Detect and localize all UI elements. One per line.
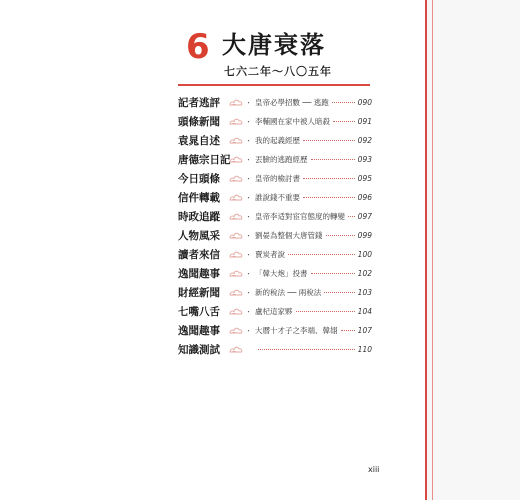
toc-page-number: 095 — [357, 174, 372, 183]
dot-leader — [324, 292, 354, 293]
dot-leader — [258, 349, 355, 350]
toc-title: 李輔國在家中被人暗殺 — [255, 117, 330, 126]
dot-leader — [333, 121, 355, 122]
toc-page-number: 102 — [357, 269, 372, 278]
toc-entry[interactable] — [178, 283, 372, 302]
chapter-subtitle: 七六二年～八〇五年 — [224, 65, 332, 78]
toc-category: 讀者來信 — [178, 249, 220, 261]
toc-entry[interactable] — [178, 264, 372, 283]
toc-title: 大曆十才子之李端、韓翃 — [255, 326, 338, 335]
cloud-scroll-icon — [229, 155, 243, 164]
toc-entry[interactable] — [178, 207, 372, 226]
toc-category: 唐德宗日記 — [178, 154, 231, 166]
dot-leader — [303, 197, 355, 198]
toc-category: 逸聞趣事 — [178, 268, 220, 280]
toc-title: 「韓大炮」投書 — [255, 269, 308, 278]
toc-entry[interactable] — [178, 93, 372, 112]
toc-page-number: 107 — [357, 326, 372, 335]
toc-title: 誰說錢不重要 — [255, 193, 300, 202]
chapter-title: 大唐衰落 — [222, 31, 326, 59]
cloud-scroll-icon — [229, 98, 243, 107]
toc-title: 劉晏為整個大唐管錢 — [255, 231, 323, 240]
bullet: ・ — [245, 231, 252, 240]
toc-entry[interactable] — [178, 340, 372, 359]
table-of-contents — [178, 93, 372, 359]
toc-page-number: 092 — [357, 136, 372, 145]
toc-page-number: 103 — [357, 288, 372, 297]
chapter-number: 6 — [186, 27, 210, 67]
margin-rule-inner — [432, 0, 433, 500]
toc-page-number: 110 — [357, 345, 372, 354]
margin-rule-outer — [425, 0, 427, 500]
toc-entry[interactable] — [178, 169, 372, 188]
page-number: xiii — [368, 465, 380, 474]
cloud-scroll-icon — [229, 345, 243, 354]
dot-leader — [288, 254, 355, 255]
bullet: ・ — [245, 250, 252, 259]
toc-title: 丟臉的逃跑經歷 — [255, 155, 308, 164]
toc-title: 皇帝的檢討書 — [255, 174, 300, 183]
cloud-scroll-icon — [229, 269, 243, 278]
dot-leader — [348, 216, 355, 217]
toc-category: 知識測試 — [178, 344, 220, 356]
title-divider — [178, 84, 370, 86]
toc-entry[interactable] — [178, 150, 372, 169]
toc-title: 皇帝李适對宦官態度的轉變 — [255, 212, 345, 221]
toc-category: 頭條新聞 — [178, 116, 220, 128]
page-gutter-strip — [425, 0, 520, 500]
bullet: ・ — [245, 117, 252, 126]
cloud-scroll-icon — [229, 212, 243, 221]
bullet: ・ — [245, 288, 252, 297]
toc-page-number: 090 — [357, 98, 372, 107]
cloud-scroll-icon — [229, 117, 243, 126]
toc-entry[interactable] — [178, 321, 372, 340]
cloud-scroll-icon — [229, 250, 243, 259]
bullet: ・ — [245, 98, 252, 107]
cloud-scroll-icon — [229, 231, 243, 240]
toc-entry[interactable] — [178, 131, 372, 150]
cloud-scroll-icon — [229, 174, 243, 183]
toc-page-number: 104 — [357, 307, 372, 316]
toc-title: 賣炭者說 — [255, 250, 285, 259]
bullet: ・ — [245, 174, 252, 183]
bullet: ・ — [245, 307, 252, 316]
toc-entry[interactable] — [178, 302, 372, 321]
toc-page-number: 100 — [357, 250, 372, 259]
toc-page-number: 099 — [357, 231, 372, 240]
toc-category: 記者逃評 — [178, 97, 220, 109]
toc-title: 皇帝必學招數 ── 逃跑 — [255, 98, 329, 107]
toc-entry[interactable] — [178, 112, 372, 131]
toc-page-number: 093 — [357, 155, 372, 164]
dot-leader — [341, 330, 355, 331]
dot-leader — [303, 140, 355, 141]
toc-category: 信件轉載 — [178, 192, 220, 204]
toc-title: 盧杞這家夥 — [255, 307, 293, 316]
toc-entry[interactable] — [178, 226, 372, 245]
cloud-scroll-icon — [229, 288, 243, 297]
bullet: ・ — [245, 326, 252, 335]
toc-entry[interactable] — [178, 245, 372, 264]
toc-page-number: 097 — [357, 212, 372, 221]
cloud-scroll-icon — [229, 307, 243, 316]
toc-category: 袁晁自述 — [178, 135, 220, 147]
dot-leader — [332, 102, 355, 103]
cloud-scroll-icon — [229, 193, 243, 202]
bullet: ・ — [245, 136, 252, 145]
toc-category: 財經新聞 — [178, 287, 220, 299]
toc-category: 今日頭條 — [178, 173, 220, 185]
toc-category: 時政追蹤 — [178, 211, 220, 223]
toc-page-number: 091 — [357, 117, 372, 126]
toc-category: 人物風采 — [178, 230, 220, 242]
cloud-scroll-icon — [229, 136, 243, 145]
dot-leader — [326, 235, 355, 236]
cloud-scroll-icon — [229, 326, 243, 335]
dot-leader — [296, 311, 355, 312]
bullet: ・ — [245, 269, 252, 278]
dot-leader — [311, 273, 355, 274]
bullet: ・ — [245, 212, 252, 221]
toc-title: 新的稅法 ── 兩稅法 — [255, 288, 322, 297]
toc-page-number: 096 — [357, 193, 372, 202]
toc-category: 七嘴八舌 — [178, 306, 220, 318]
dot-leader — [311, 159, 355, 160]
toc-title: 我的起義經歷 — [255, 136, 300, 145]
bullet: ・ — [245, 155, 252, 164]
toc-entry[interactable] — [178, 188, 372, 207]
dot-leader — [303, 178, 355, 179]
toc-category: 逸聞趣事 — [178, 325, 220, 337]
bullet: ・ — [245, 193, 252, 202]
